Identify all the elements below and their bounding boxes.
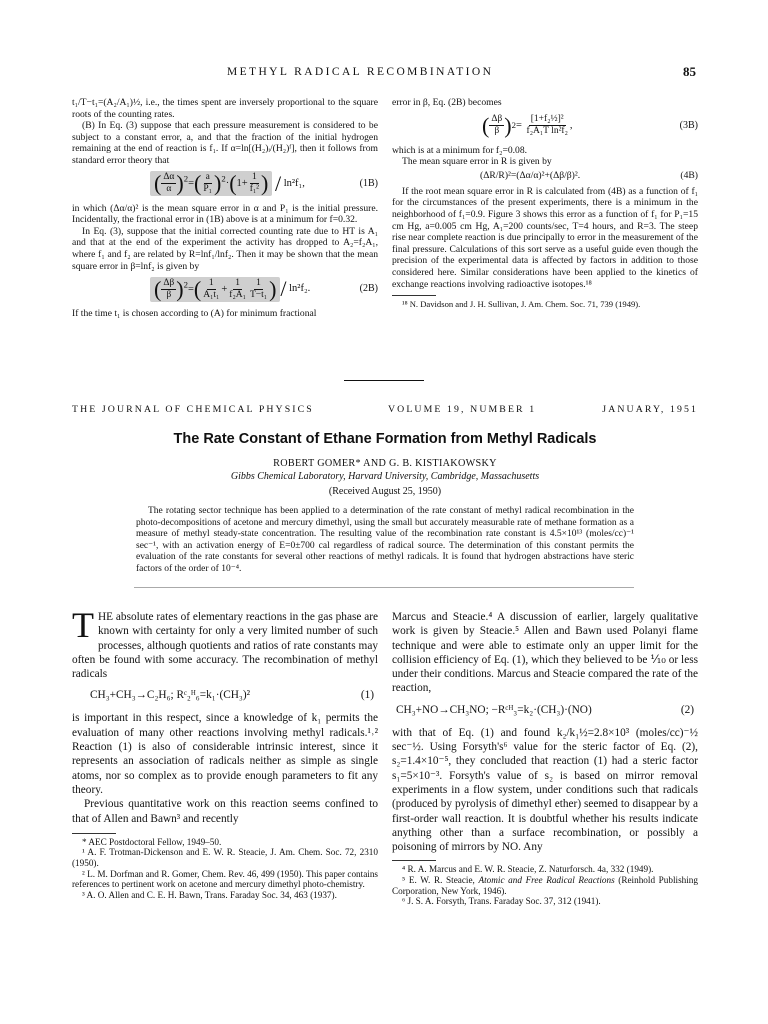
footnote: ¹ A. F. Trotman-Dickenson and E. W. R. Steacie, J. Am. Chem. Soc. 72, 2310 (1950). xyxy=(72,847,378,869)
abstract-text: The rotating sector technique has been applied to a determination of the rate constant of methyl radical recombination in the photo-decompositions of acetone and mercury dimethyl, using the small but accurately measurable rate of methane formation as a measure of methyl steady-state concentration. The resulting value of the recombination rate constant is 4.5×10¹³ (moles/cc)⁻¹ sec⁻¹, with an activation energy of E=0±700 cal regardless of radical source. The determination of this constant permits the evaluation of the rate constants for several other reactions of methyl radicals. It is found that hydrogen abstractions have steric factors of the order of 10⁻⁴. xyxy=(136,506,634,574)
footnotes-left xyxy=(72,837,378,901)
article-affiliation: Gibbs Chemical Laboratory, Harvard University, Cambridge, Massachusetts xyxy=(230,471,540,482)
appendix-paragraph: error in β, Eq. (2B) becomes xyxy=(392,97,502,108)
equation-number: (4B) xyxy=(680,169,698,181)
appendix-right-column xyxy=(392,97,698,309)
equation-3b xyxy=(392,112,698,142)
book-title: Atomic and Free Radical Reactions xyxy=(478,875,615,886)
body-paragraph: with that of Eq. (1) and found k₂/k₁½=2.8×10³ (moles/cc)⁻½ sec⁻½. Using Forsyth's⁶ value for the steric factor of Eq. (2), s₂=1.4×10⁻⁵, they concluded that reaction (1) had a steric factor s₁=5×10⁻³. Forsyth's value of s₂ is based on mirror removal experiments in a flow system, under conditions such that radicals (produced by pyrolysis of dimethyl ether) seemed to disappear by a first-order wall reaction. It is doubtful whether his results indicate anything other than a surface recombination, or possibly a poisoning of mirrors by NO. Any xyxy=(392,726,698,854)
appendix-paragraph: If the time t₁ is chosen according to (A) for minimum fractional xyxy=(72,308,317,320)
equation-4b xyxy=(392,170,698,184)
footnote: ⁶ J. S. A. Forsyth, Trans. Faraday Soc. 37, 312 (1941). xyxy=(402,896,601,907)
footnote-text: ⁵ E. W. R. Steacie, xyxy=(402,875,479,886)
appendix-paragraph: (B) In Eq. (3) suppose that each pressure measurement is considered to be subject to a constant error, a, and that the fraction of the initial hydrogen remaining at the end of reaction is f₁. If α=ln[(H₂)ᵢ/(H₂)ᶠ], then it follows from standard error theory that xyxy=(72,120,378,166)
equation-number: (1) xyxy=(360,689,374,702)
appendix-paragraph: which is at a minimum for f₂=0.08. xyxy=(392,144,528,156)
footnote-rule xyxy=(72,833,116,834)
equation-number: (2) xyxy=(680,703,694,716)
equation-2b xyxy=(72,275,378,305)
journal-name: THE JOURNAL OF CHEMICAL PHYSICS xyxy=(72,404,314,415)
equation-2b-formula: ( $\frac{\Delta\beta}{\beta}$ )$^2$=( $\frac{1}{\text{A₁t₁}}$ + $\frac{1}{\text{f₂A₁}}$ $\frac{1}{\text{T−t₁}}$ ) / ln²f₂. xyxy=(150,275,310,303)
equation-1 xyxy=(72,686,378,706)
appendix-left-column xyxy=(72,97,378,320)
page-number: 85 xyxy=(683,64,696,79)
footnote xyxy=(392,875,698,896)
journal-header xyxy=(72,404,698,418)
appendix-paragraph: The mean square error in R is given by xyxy=(402,156,552,168)
journal-volume: VOLUME 19, NUMBER 1 xyxy=(388,404,537,415)
equation-4b-formula: (ΔR/R)²=(Δα/α)²+(Δβ/β)². xyxy=(480,169,581,181)
equation-number: (1B) xyxy=(359,177,378,189)
abstract-rule xyxy=(134,587,634,588)
article-abstract xyxy=(136,506,634,576)
footnotes-right xyxy=(392,864,698,906)
equation-1-formula: CH₃+CH₃→C₂H₆; Rᶜ₂ᴴ₆=k₁·(CH₃)² xyxy=(90,689,251,702)
running-header xyxy=(72,66,696,82)
appendix-paragraph: t₁/T−t₁=(A₂/A₁)½, i.e., the times spent are inversely proportional to the square roots of the counting rates. xyxy=(72,97,378,120)
article-authors: ROBERT GOMER* AND G. B. KISTIAKOWSKY xyxy=(273,458,497,469)
appendix-paragraph: in which (Δα/α)² is the mean square error in α and P₁ is the initial pressure. Incidentally, the fractional error in (1B) above is at a minimum for f=0.32. xyxy=(72,202,378,226)
equation-3b-formula: ( $\frac{\Delta\beta}{\beta}$ ) 2 = $\frac{\text{[1+f₂½]²}}{\text{f₂A₁T ln²f₂}}$ , xyxy=(482,112,573,138)
body-left-column xyxy=(72,605,378,900)
body-paragraph-text: HE absolute rates of elementary reactions in the gas phase are known with certainty for only a very limited number of such processes, although quotients and ratios of rate constants may often be found with some accuracy. The recombination of methyl radicals xyxy=(72,611,378,681)
article-title: The Rate Constant of Ethane Formation from Methyl Radicals xyxy=(173,431,597,447)
footnote: ² L. M. Dorfman and R. Gomer, Chem. Rev. 46, 499 (1950). This paper contains references to pertinent work on acetone and mercury dimethyl photo-chemistry. xyxy=(72,868,378,890)
equation-number: (3B) xyxy=(679,119,698,131)
footnote: ¹⁸ N. Davidson and J. H. Sullivan, J. Am. Chem. Soc. 71, 739 (1949). xyxy=(402,299,641,310)
body-paragraph: is important in this respect, since a knowledge of k₁ permits the evaluation of many other reactions involving methyl radicals.¹˒² Reaction (1) is also of considerable intrinsic interest, since it represents an association of radicals neither as simple as single atoms, nor so complex as to provide enough parameters to fit any theory. xyxy=(72,712,378,796)
body-paragraph: Previous quantitative work on this reaction seems confined to that of Allen and Bawn³ and recently xyxy=(72,798,378,825)
footnote: ⁴ R. A. Marcus and E. W. R. Steacie, Z. Naturforsch. 4a, 332 (1949). xyxy=(402,864,654,875)
running-title: METHYL RADICAL RECOMBINATION xyxy=(227,66,494,78)
equation-1b-formula: ( $\frac{\Delta\alpha}{\alpha}$ )$^2$=( $\frac{a}{\text{P₁}}$ )$^2$·(1+ $\frac{1}{\text{f₁²}}$ ) / ln²f₁, xyxy=(150,170,305,198)
appendix-paragraph: In Eq. (3), suppose that the initial corrected counting rate due to HT is A₁ and that at the end of the experiment the activity has dropped to A₂=f₂A₁, where f₁ and f₂ are related by R=lnf₁/lnf₂. Then it may be shown that the mean square error in β=lnf₂ is given by xyxy=(72,225,378,272)
footnote: * AEC Postdoctoral Fellow, 1949–50. xyxy=(82,836,222,847)
body-paragraph: Marcus and Steacie.⁴ A discussion of earlier, largely qualitative work is given by Steacie.⁵ Allen and Bawn used Polanyi flame technique and were able to estimate only an upper limit for the collision efficiency of Eq. (1), which they believed to be ⅒ or less under their conditions. Marcus and Steacie compared the rate of the reaction, xyxy=(392,611,698,695)
body-paragraph xyxy=(72,605,378,681)
appendix-paragraph: If the root mean square error in R is calculated from (4B) as a function of f₁ for the circumstances of the present experiments, there is a minimum in the neighborhood of f₁=0.9. Figure 3 shows this error as a function of f₁ for P₁=15 cm Hg, a=0.005 cm Hg, A₁=200 counts/sec, T=4 hours, and R=3. The steep rise near complete reaction is due principally to error in the measurement of the final pressure. Calculations of this sort serve as a useful guide even though the precision of the experimental data is affected by factors in addition to those considered here. Similar considerations have been applied to the kinetics of exchange reactions involving radioactive isotopes.¹⁸ xyxy=(392,185,698,290)
footnote-text: (Reinhold Publishing Corporation, New York, 1946). xyxy=(392,875,698,896)
journal-date: JANUARY, 1951 xyxy=(602,404,698,415)
section-separator xyxy=(344,380,424,381)
drop-cap: T xyxy=(72,605,94,645)
equation-1b xyxy=(72,170,378,200)
equation-2-formula: CH₃+NO→CH₃NO; −Rᶜᴴ₃=k₂·(CH₃)·(NO) xyxy=(396,703,592,716)
article-received: (Received August 25, 1950) xyxy=(328,486,442,497)
equation-number: (2B) xyxy=(359,283,378,295)
equation-2 xyxy=(392,701,698,721)
footnote-rule xyxy=(392,295,436,296)
footnote-rule xyxy=(392,860,436,861)
body-right-column xyxy=(392,610,698,907)
footnote: ³ A. O. Allen and C. E. H. Bawn, Trans. Faraday Soc. 34, 463 (1937). xyxy=(82,889,337,900)
